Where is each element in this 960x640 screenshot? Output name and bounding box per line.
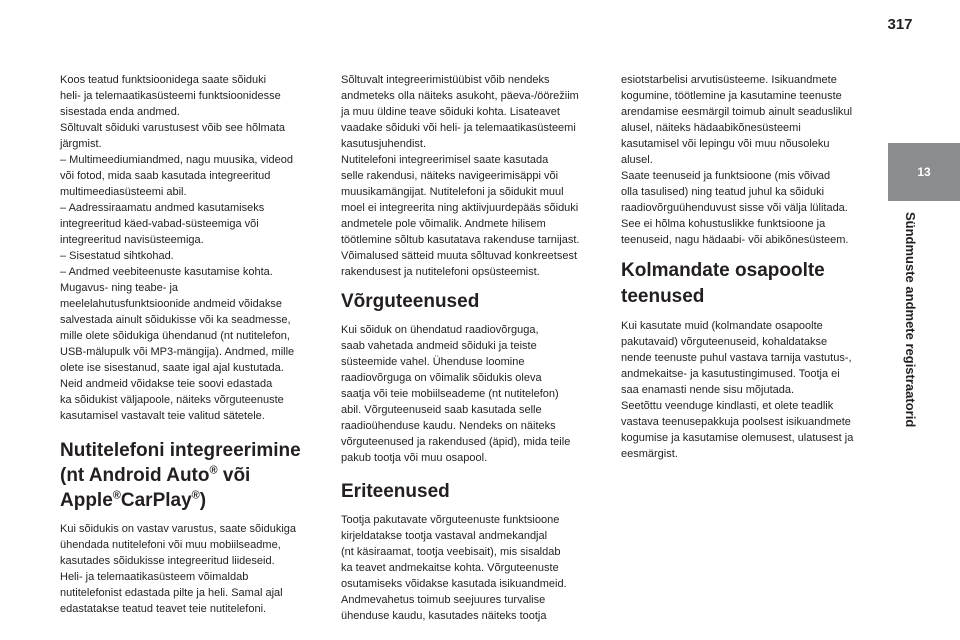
heading-text: ) [199, 490, 207, 511]
section-heading-third-party-services: Kolmandate osapoolte teenused [621, 260, 825, 307]
heading-text: Nutitelefoni integreerimine (nt Android Auto [60, 440, 301, 486]
paragraph: Sõltuvalt integreerimistüübist võib nendeks andmeteks olla näiteks asukoht, päeva-/öörežiim ja muu üldine teave sõiduki kohta. Lisateavet vaadake sõiduki või heli- ja telemaatikasüsteemi kasutusjuhendist. Nutitelefoni integreerimisel saate kasutada selle rakendusi, näiteks navigeerimisäppi või muusikamängijat. Nutitelefoni ja sõidukit muul moel ei integreerita ning aktiivjuurdepääs sõiduki andmetele pole võimalik. Andmete hilisem töötlemine sõltub kasutatava rakenduse tarnijast. Võimalused sätteid muuta sõltuvad konkreetsest rakendusest ja nutitelefoni opsüsteemist. [341, 74, 580, 278]
registered-mark: ® [191, 489, 200, 502]
registered-mark: ® [112, 489, 121, 502]
section-heading-smartphone-integration [60, 438, 325, 513]
paragraph: Koos teatud funktsioonidega saate sõiduki heli- ja telemaatikasüsteemi funktsioonidesse sisestada enda andmed. Sõltuvalt sõiduki varustusest võib see hõlmata järgmist. – Multimeediumiandmed, nagu muusika, videod või fotod, mida saab kasutada integreeritud multimeediasüsteemi abil. – Aadressiraamatu andmed kasutamiseks integreeritud käed-vabad-süsteemiga või integreeritud navisüsteemiga. – Sisestatud sihtkohad. – Andmed veebiteenuste kasutamise kohta. Mugavus- ning teabe- ja meelelahutusfunktsioonide andmeid võidakse salvestada ainult sõidukisse või ka seadmesse, mille olete sõidukiga ühendanud (nt nutitelefon, USB-mälupulk või MP3-mängija). Andmed, mille olete ise sisestanud, saate igal ajal kustutada. Neid andmeid võidakse teie soovi edastada ka sõidukist väljapoole, näiteks võrguteenuste kasutamisel vastavalt teie valitud sätetele. [60, 74, 295, 422]
paragraph: Kui kasutate muid (kolmandate osapoolte pakutavaid) võrguteenuseid, kohaldatakse nende teenuste puhul vastava tarnija vastutus-, andmekaitse- ja kasutustingimused. Tootja ei saa enamasti nende sisu mõjutada. Seetõttu veenduge kindlasti, et olete teadlik vastava teenusepakkuja poolsest isikuandmete kogumise ja kasutamise olemusest, ulatusest ja eesmärgist. [621, 320, 854, 460]
column-2 [341, 72, 606, 624]
section-heading-network-services: Võrguteenused [341, 291, 480, 312]
column-1 [60, 72, 325, 617]
paragraph: Tootja pakutavate võrguteenuste funktsioone kirjeldatakse tootja vastaval andmekandjal (nt käsiraamat, tootja veebisait), mis sisaldab ka teavet andmekaitse kohta. Võrguteenuste osutamiseks võidakse kasutada isikuandmeid. Andmevahetus toimub seejuures turvalise ühenduse kaudu, kasutades näiteks tootja [341, 514, 567, 622]
chapter-number: 13 [917, 165, 931, 179]
heading-text: või Apple [60, 465, 251, 511]
paragraph: Kui sõiduk on ühendatud raadiovõrguga, saab vahetada andmeid sõiduki ja teiste süsteemide vahel. Ühenduse loomine raadiovõrguga on võimalik sõidukis oleva saatja või teie mobiilseademe (nt nutitelefon) abil. Võrguteenuseid saab kasutada selle raadioühenduse kaudu. Nendeks on näiteks võrguteenused ja rakendused (äpid), mida teile pakub tootja või muu osapool. [341, 324, 571, 464]
heading-text: CarPlay [120, 490, 192, 511]
chapter-tab [888, 143, 960, 201]
page-number: 317 [887, 16, 913, 33]
chapter-title: Sündmuste andmete registraatorid [903, 212, 918, 428]
paragraph: esiotstarbelisi arvutisüsteeme. Isikuandmete kogumine, töötlemine ja kasutamine teenuste arendamise eesmärgil toimub ainult seaduslikul alusel, näiteks hädaabikõnesüsteemi kasutamisel või lepingu või muu nõusoleku alusel. Saate teenuseid ja funktsioone (mis võivad olla tasulised) ning teatud juhul ka sõiduki raadiovõrguühenduvust sisse või välja lülitada. See ei hõlma kohustuslikke funktsioone ja teenuseid, nagu hädaabi- või abikõnesüsteem. [621, 74, 853, 246]
column-3 [621, 72, 886, 462]
registered-mark: ® [209, 464, 218, 477]
paragraph: Kui sõidukis on vastav varustus, saate sõidukiga ühendada nutitelefoni või muu mobiilseadme, kasutades sõidukisse integreeritud liideseid. Heli- ja telemaatikasüsteem võimaldab nutitelefonist edastada pilte ja heli. Samal ajal edastatakse teatud teavet teie nutitelefoni. [60, 523, 297, 615]
section-heading-special-services: Eriteenused [341, 481, 450, 502]
